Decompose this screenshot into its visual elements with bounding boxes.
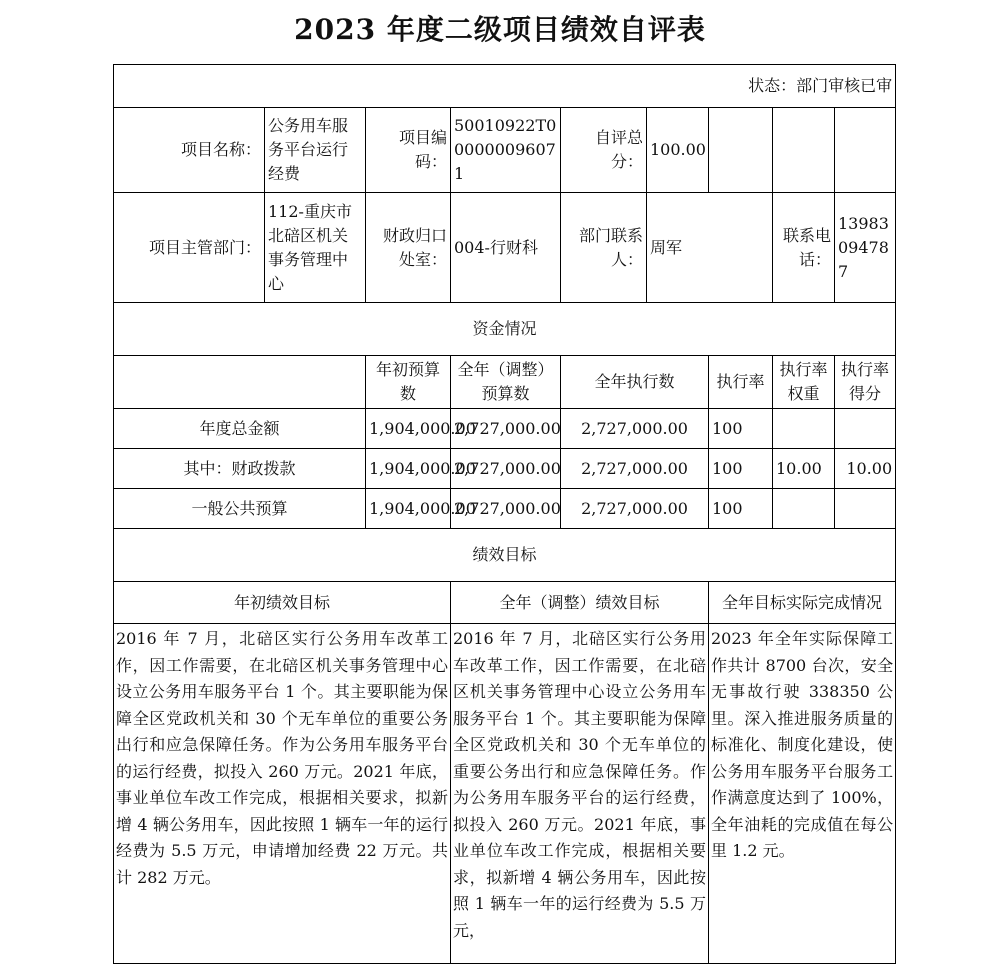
contact-value: 周军	[647, 193, 773, 303]
project-name-label: 项目名称：	[114, 108, 265, 193]
contact-label: 部门联系人：	[561, 193, 647, 303]
initial-amount: 1,904,000.00	[366, 409, 451, 449]
row-label: 其中：财政拨款	[114, 449, 366, 489]
row-label: 一般公共预算	[114, 489, 366, 529]
rate-score	[835, 409, 896, 449]
funds-header-score: 执行率得分	[835, 356, 896, 409]
empty-cell	[835, 108, 896, 193]
score-value: 100.00	[647, 108, 709, 193]
rate-weight	[773, 409, 835, 449]
status-text: 状态：部门审核已审	[114, 65, 896, 108]
project-name-value: 公务用车服务平台运行经费	[265, 108, 366, 193]
funds-header-rate: 执行率	[709, 356, 773, 409]
phone-value: 13983094787	[835, 193, 896, 303]
execution-rate: 100	[709, 489, 773, 529]
executed-amount: 2,727,000.00	[561, 449, 709, 489]
funds-header-executed: 全年执行数	[561, 356, 709, 409]
executed-amount: 2,727,000.00	[561, 409, 709, 449]
dept-label: 项目主管部门：	[114, 193, 265, 303]
row-label: 年度总金额	[114, 409, 366, 449]
table-row	[114, 449, 896, 489]
rate-weight	[773, 489, 835, 529]
score-label: 自评总分：	[561, 108, 647, 193]
empty-cell	[709, 108, 773, 193]
adjusted-amount: 2,727,000.00	[451, 489, 561, 529]
executed-amount: 2,727,000.00	[561, 489, 709, 529]
office-value: 004-行财科	[451, 193, 561, 303]
initial-amount: 1,904,000.00	[366, 489, 451, 529]
rate-score: 10.00	[835, 449, 896, 489]
initial-amount: 1,904,000.00	[366, 449, 451, 489]
office-label: 财政归口处室：	[366, 193, 451, 303]
goals-header-actual: 全年目标实际完成情况	[709, 582, 896, 624]
page-title: 2023 年度二级项目绩效自评表	[294, 13, 706, 46]
project-code-value: 50010922T000000096071	[451, 108, 561, 193]
adjusted-amount: 2,727,000.00	[451, 409, 561, 449]
empty-cell	[773, 108, 835, 193]
project-code-label: 项目编码：	[366, 108, 451, 193]
evaluation-table	[113, 64, 896, 964]
funds-header-initial: 年初预算数	[366, 356, 451, 409]
phone-label: 联系电话：	[773, 193, 835, 303]
table-row	[114, 409, 896, 449]
table-row	[114, 489, 896, 529]
adjusted-goal-text: 2016 年 7 月，北碚区实行公务用车改革工作，因工作需要，在北碚区机关事务管理中心设立公务用车服务平台 1 个。其主要职能为保障全区党政机关和 30 个无车单位的重要公务出行和应急保障任务。作为公务用车服务平台的运行经费，拟投入 260 万元。2021 年底，事业单位车改工作完成，根据相关要求，拟新增 4 辆公务用车，因此按照 1 辆车一年的运行经费为 5.5 万元，	[451, 624, 709, 964]
goals-header-adjusted: 全年（调整）绩效目标	[451, 582, 709, 624]
rate-weight: 10.00	[773, 449, 835, 489]
rate-score	[835, 489, 896, 529]
dept-value: 112-重庆市北碚区机关事务管理中心	[265, 193, 366, 303]
initial-goal-text: 2016 年 7 月，北碚区实行公务用车改革工作，因工作需要，在北碚区机关事务管理中心设立公务用车服务平台 1 个。其主要职能为保障全区党政机关和 30 个无车单位的重要公务出行和应急保障任务。作为公务用车服务平台的运行经费，拟投入 260 万元。2021 年底，事业单位车改工作完成，根据相关要求，拟新增 4 辆公务用车，因此按照 1 辆车一年的运行经费为 5.5 万元，申请增加经费 22 万元。共计 282 万元。	[114, 624, 451, 964]
adjusted-amount: 2,727,000.00	[451, 449, 561, 489]
goals-section-title: 绩效目标	[114, 529, 896, 582]
actual-result-text: 2023 年全年实际保障工作共计 8700 台次，安全无事故行驶 338350 公里。深入推进服务质量的标准化、制度化建设，使公务用车服务平台服务工作满意度达到了 100%，全年油耗的完成值在每公里 1.2 元。	[709, 624, 896, 964]
funds-header-blank	[114, 356, 366, 409]
funds-section-title: 资金情况	[114, 303, 896, 356]
goals-header-initial: 年初绩效目标	[114, 582, 451, 624]
funds-header-weight: 执行率权重	[773, 356, 835, 409]
funds-header-adjusted: 全年（调整）预算数	[451, 356, 561, 409]
execution-rate: 100	[709, 409, 773, 449]
execution-rate: 100	[709, 449, 773, 489]
